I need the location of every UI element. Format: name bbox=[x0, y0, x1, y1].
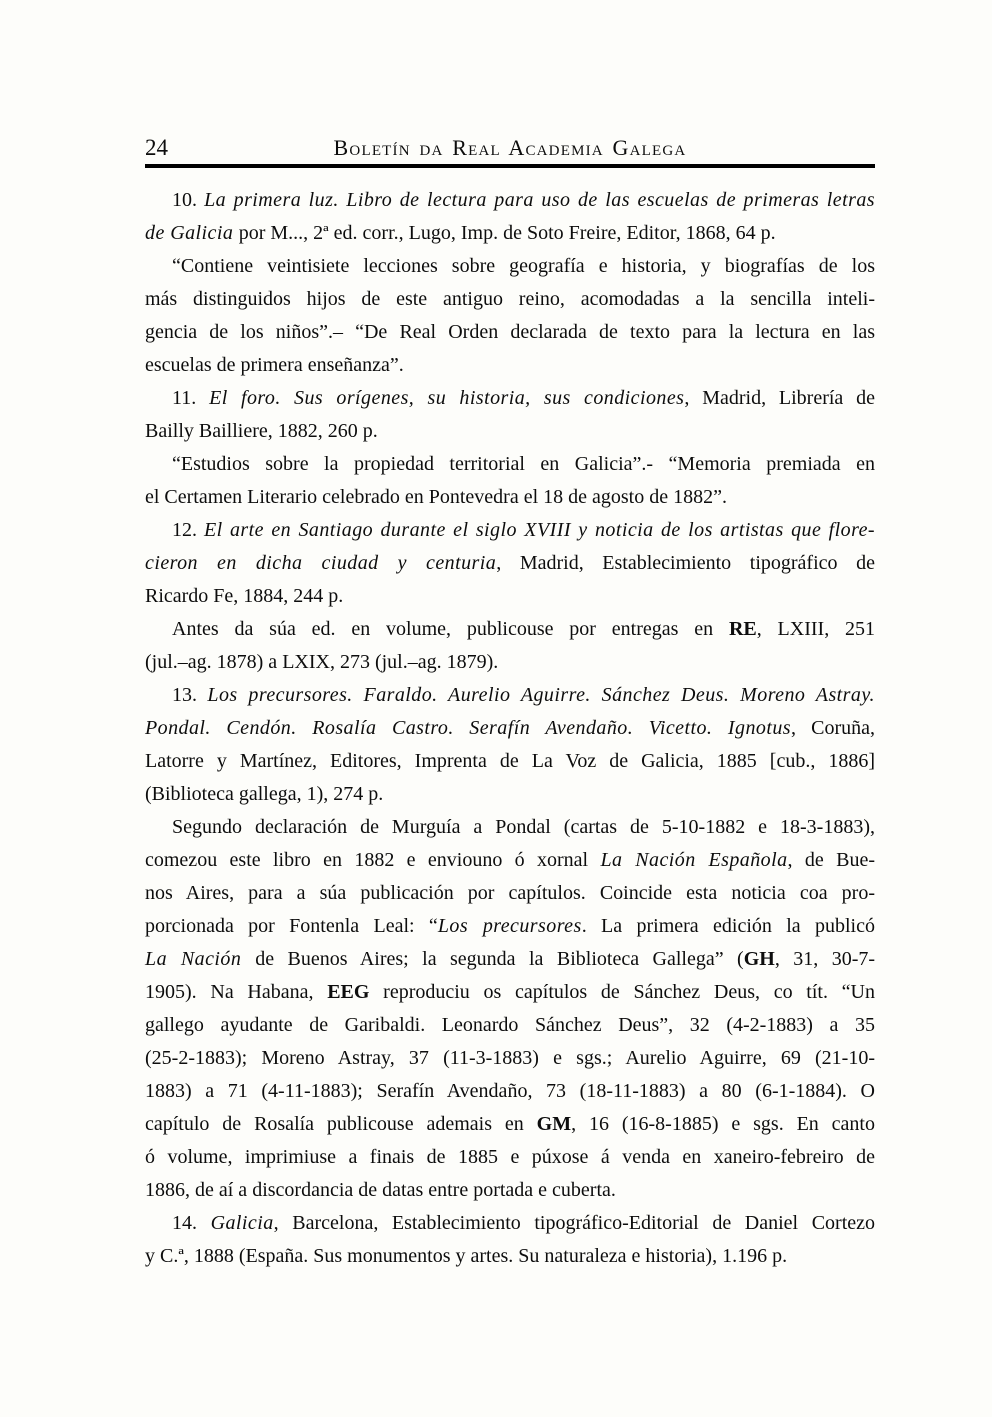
text-line bbox=[145, 778, 875, 811]
text-line bbox=[145, 415, 875, 448]
text-segment: , Madrid, Establecimiento tipográfico de bbox=[496, 552, 875, 574]
text-line bbox=[145, 580, 875, 613]
text-line bbox=[145, 745, 875, 778]
paragraph bbox=[145, 184, 875, 250]
text-segment: , Barcelona, Establecimiento tipográfico-Editorial de Daniel Cortezo bbox=[273, 1212, 876, 1234]
text-line bbox=[145, 1174, 875, 1207]
text-line bbox=[145, 811, 875, 844]
text-segment: Bailly Bailliere, 1882, 260 p. bbox=[145, 420, 378, 442]
paragraph bbox=[145, 613, 875, 679]
text-segment: de Buenos Aires; la segunda la Biblioteca Gallega” ( bbox=[255, 948, 744, 970]
paragraph bbox=[145, 382, 875, 448]
text-line bbox=[145, 877, 875, 910]
italic-text-segment: La Nación Española bbox=[600, 849, 788, 871]
text-segment: , de Bue- bbox=[787, 849, 875, 871]
italic-text-segment: La Nación bbox=[145, 948, 256, 970]
paragraph bbox=[145, 679, 875, 811]
text-segment: , Coruña, bbox=[791, 717, 875, 739]
text-segment: (jul.–ag. 1878) a LXIX, 273 (jul.–ag. 1879). bbox=[145, 651, 499, 673]
text-segment: 12. bbox=[172, 519, 204, 541]
text-segment: por M..., 2ª ed. corr., Lugo, Imp. de Soto Freire, Editor, 1868, 64 p. bbox=[238, 222, 776, 244]
text-segment: “Contiene veintisiete lecciones sobre geografía e historia, y biografías de los bbox=[172, 255, 875, 277]
text-line bbox=[145, 976, 875, 1009]
text-segment: 14. bbox=[172, 1212, 211, 1234]
text-segment: nos Aires, para a súa publicación por capítulos. Coincide esta noticia coa pro- bbox=[145, 882, 875, 904]
text-line bbox=[145, 1240, 875, 1273]
text-line bbox=[145, 1108, 875, 1141]
text-line bbox=[145, 1207, 875, 1240]
text-segment: y C.ª, 1888 (España. Sus monumentos y artes. Su naturaleza e historia), 1.196 p. bbox=[145, 1245, 788, 1267]
page-body bbox=[145, 184, 875, 1273]
bold-text-segment: RE bbox=[728, 618, 757, 640]
text-segment: gencia de los niños”.– “De Real Orden declarada de texto para la lectura en las bbox=[145, 321, 875, 343]
text-segment: porcionada por Fontenla Leal: “ bbox=[145, 915, 438, 937]
text-segment: . La primera edición la publicó bbox=[581, 915, 875, 937]
text-line bbox=[145, 1075, 875, 1108]
text-segment: (Biblioteca gallega, 1), 274 p. bbox=[145, 783, 384, 805]
text-segment: reproduciu os capítulos de Sánchez Deus, co tít. “Un bbox=[369, 981, 875, 1003]
text-line bbox=[145, 316, 875, 349]
italic-text-segment: Los precursores. Faraldo. Aurelio Aguirre. Sánchez Deus. Moreno Astray. bbox=[207, 684, 875, 706]
paragraph bbox=[145, 514, 875, 613]
journal-title: Boletín da Real Academia Galega bbox=[333, 135, 687, 160]
text-segment: Latorre y Martínez, Editores, Imprenta de La Voz de Galicia, 1885 [cub., 1886] bbox=[145, 750, 875, 772]
text-line bbox=[145, 382, 875, 415]
text-segment: Antes da súa ed. en volume, publicouse por entregas en bbox=[172, 618, 729, 640]
text-line bbox=[145, 844, 875, 877]
bold-text-segment: GM bbox=[536, 1113, 572, 1135]
text-segment: Ricardo Fe, 1884, 244 p. bbox=[145, 585, 344, 607]
italic-text-segment: El foro. Sus orígenes, su historia, sus condiciones bbox=[209, 387, 685, 409]
text-line bbox=[145, 1009, 875, 1042]
text-segment: 10. bbox=[172, 189, 205, 211]
text-segment: Segundo declaración de Murguía a Pondal (cartas de 5-10-1882 e 18-3-1883), bbox=[172, 816, 875, 838]
text-line bbox=[145, 481, 875, 514]
text-line bbox=[145, 910, 875, 943]
text-block bbox=[145, 132, 875, 1273]
header-rule bbox=[145, 164, 875, 168]
italic-text-segment: El arte en Santiago durante el siglo XVIII y noticia de los artistas que flore- bbox=[203, 519, 875, 541]
text-line bbox=[145, 448, 875, 481]
text-line bbox=[145, 184, 875, 217]
text-segment: el Certamen Literario celebrado en Pontevedra el 18 de agosto de 1882”. bbox=[145, 486, 727, 508]
text-segment: más distinguidos hijos de este antiguo reino, acomodadas a la sencilla inteli- bbox=[145, 288, 875, 310]
text-line bbox=[145, 349, 875, 382]
italic-text-segment: Pondal. Cendón. Rosalía Castro. Serafín Avendaño. Vicetto. Ignotus bbox=[145, 717, 791, 739]
italic-text-segment: cieron en dicha ciudad y centuria bbox=[145, 552, 497, 574]
text-segment: 1905). Na Habana, bbox=[145, 981, 328, 1003]
text-segment: 13. bbox=[172, 684, 208, 706]
text-segment: “Estudios sobre la propiedad territorial en Galicia”.- “Memoria premiada en bbox=[172, 453, 875, 475]
text-segment: gallego ayudante de Garibaldi. Leonardo Sánchez Deus”, 32 (4-2-1883) a 35 bbox=[145, 1014, 875, 1036]
text-segment: 1883) a 71 (4-11-1883); Serafín Avendaño, 73 (18-11-1883) a 80 (6-1-1884). O bbox=[145, 1080, 875, 1102]
bold-text-segment: EEG bbox=[327, 981, 370, 1003]
italic-text-segment: Galicia bbox=[210, 1212, 274, 1234]
text-line bbox=[145, 712, 875, 745]
paragraph bbox=[145, 811, 875, 1207]
text-line bbox=[145, 547, 875, 580]
text-segment: ó volume, imprimiuse a finais de 1885 e púxose á venda en xaneiro-febreiro de bbox=[145, 1146, 875, 1168]
text-line bbox=[145, 283, 875, 316]
text-segment: , Madrid, Librería de bbox=[684, 387, 875, 409]
text-segment: , 31, 30-7- bbox=[774, 948, 876, 970]
text-line bbox=[145, 646, 875, 679]
text-line bbox=[145, 1042, 875, 1075]
running-header bbox=[145, 132, 875, 160]
italic-text-segment: La primera luz. Libro de lectura para uso de las escuelas de primeras letras bbox=[204, 189, 876, 211]
text-segment: 1886, de aí a discordancia de datas entre portada e cuberta. bbox=[145, 1179, 616, 1201]
text-line bbox=[145, 613, 875, 646]
text-segment: , 16 (16-8-1885) e sgs. En canto bbox=[571, 1113, 875, 1135]
text-line bbox=[145, 679, 875, 712]
page-number: 24 bbox=[145, 135, 168, 160]
text-line bbox=[145, 217, 875, 250]
text-segment: 11. bbox=[172, 387, 210, 409]
text-segment: capítulo de Rosalía publicouse ademais en bbox=[145, 1113, 537, 1135]
text-segment: , LXIII, 251 bbox=[756, 618, 876, 640]
paragraph bbox=[145, 1207, 875, 1273]
paragraph bbox=[145, 250, 875, 382]
italic-text-segment: Los precursores bbox=[437, 915, 582, 937]
text-line bbox=[145, 1141, 875, 1174]
text-segment: comezou este libro en 1882 e enviouno ó xornal bbox=[145, 849, 601, 871]
text-segment: escuelas de primera enseñanza”. bbox=[145, 354, 404, 376]
text-line bbox=[145, 943, 875, 976]
text-line bbox=[145, 514, 875, 547]
paragraph bbox=[145, 448, 875, 514]
text-line bbox=[145, 250, 875, 283]
italic-text-segment: de Galicia bbox=[145, 222, 239, 244]
text-segment: (25-2-1883); Moreno Astray, 37 (11-3-1883) e sgs.; Aurelio Aguirre, 69 (21-10- bbox=[145, 1047, 875, 1069]
bold-text-segment: GH bbox=[743, 948, 775, 970]
